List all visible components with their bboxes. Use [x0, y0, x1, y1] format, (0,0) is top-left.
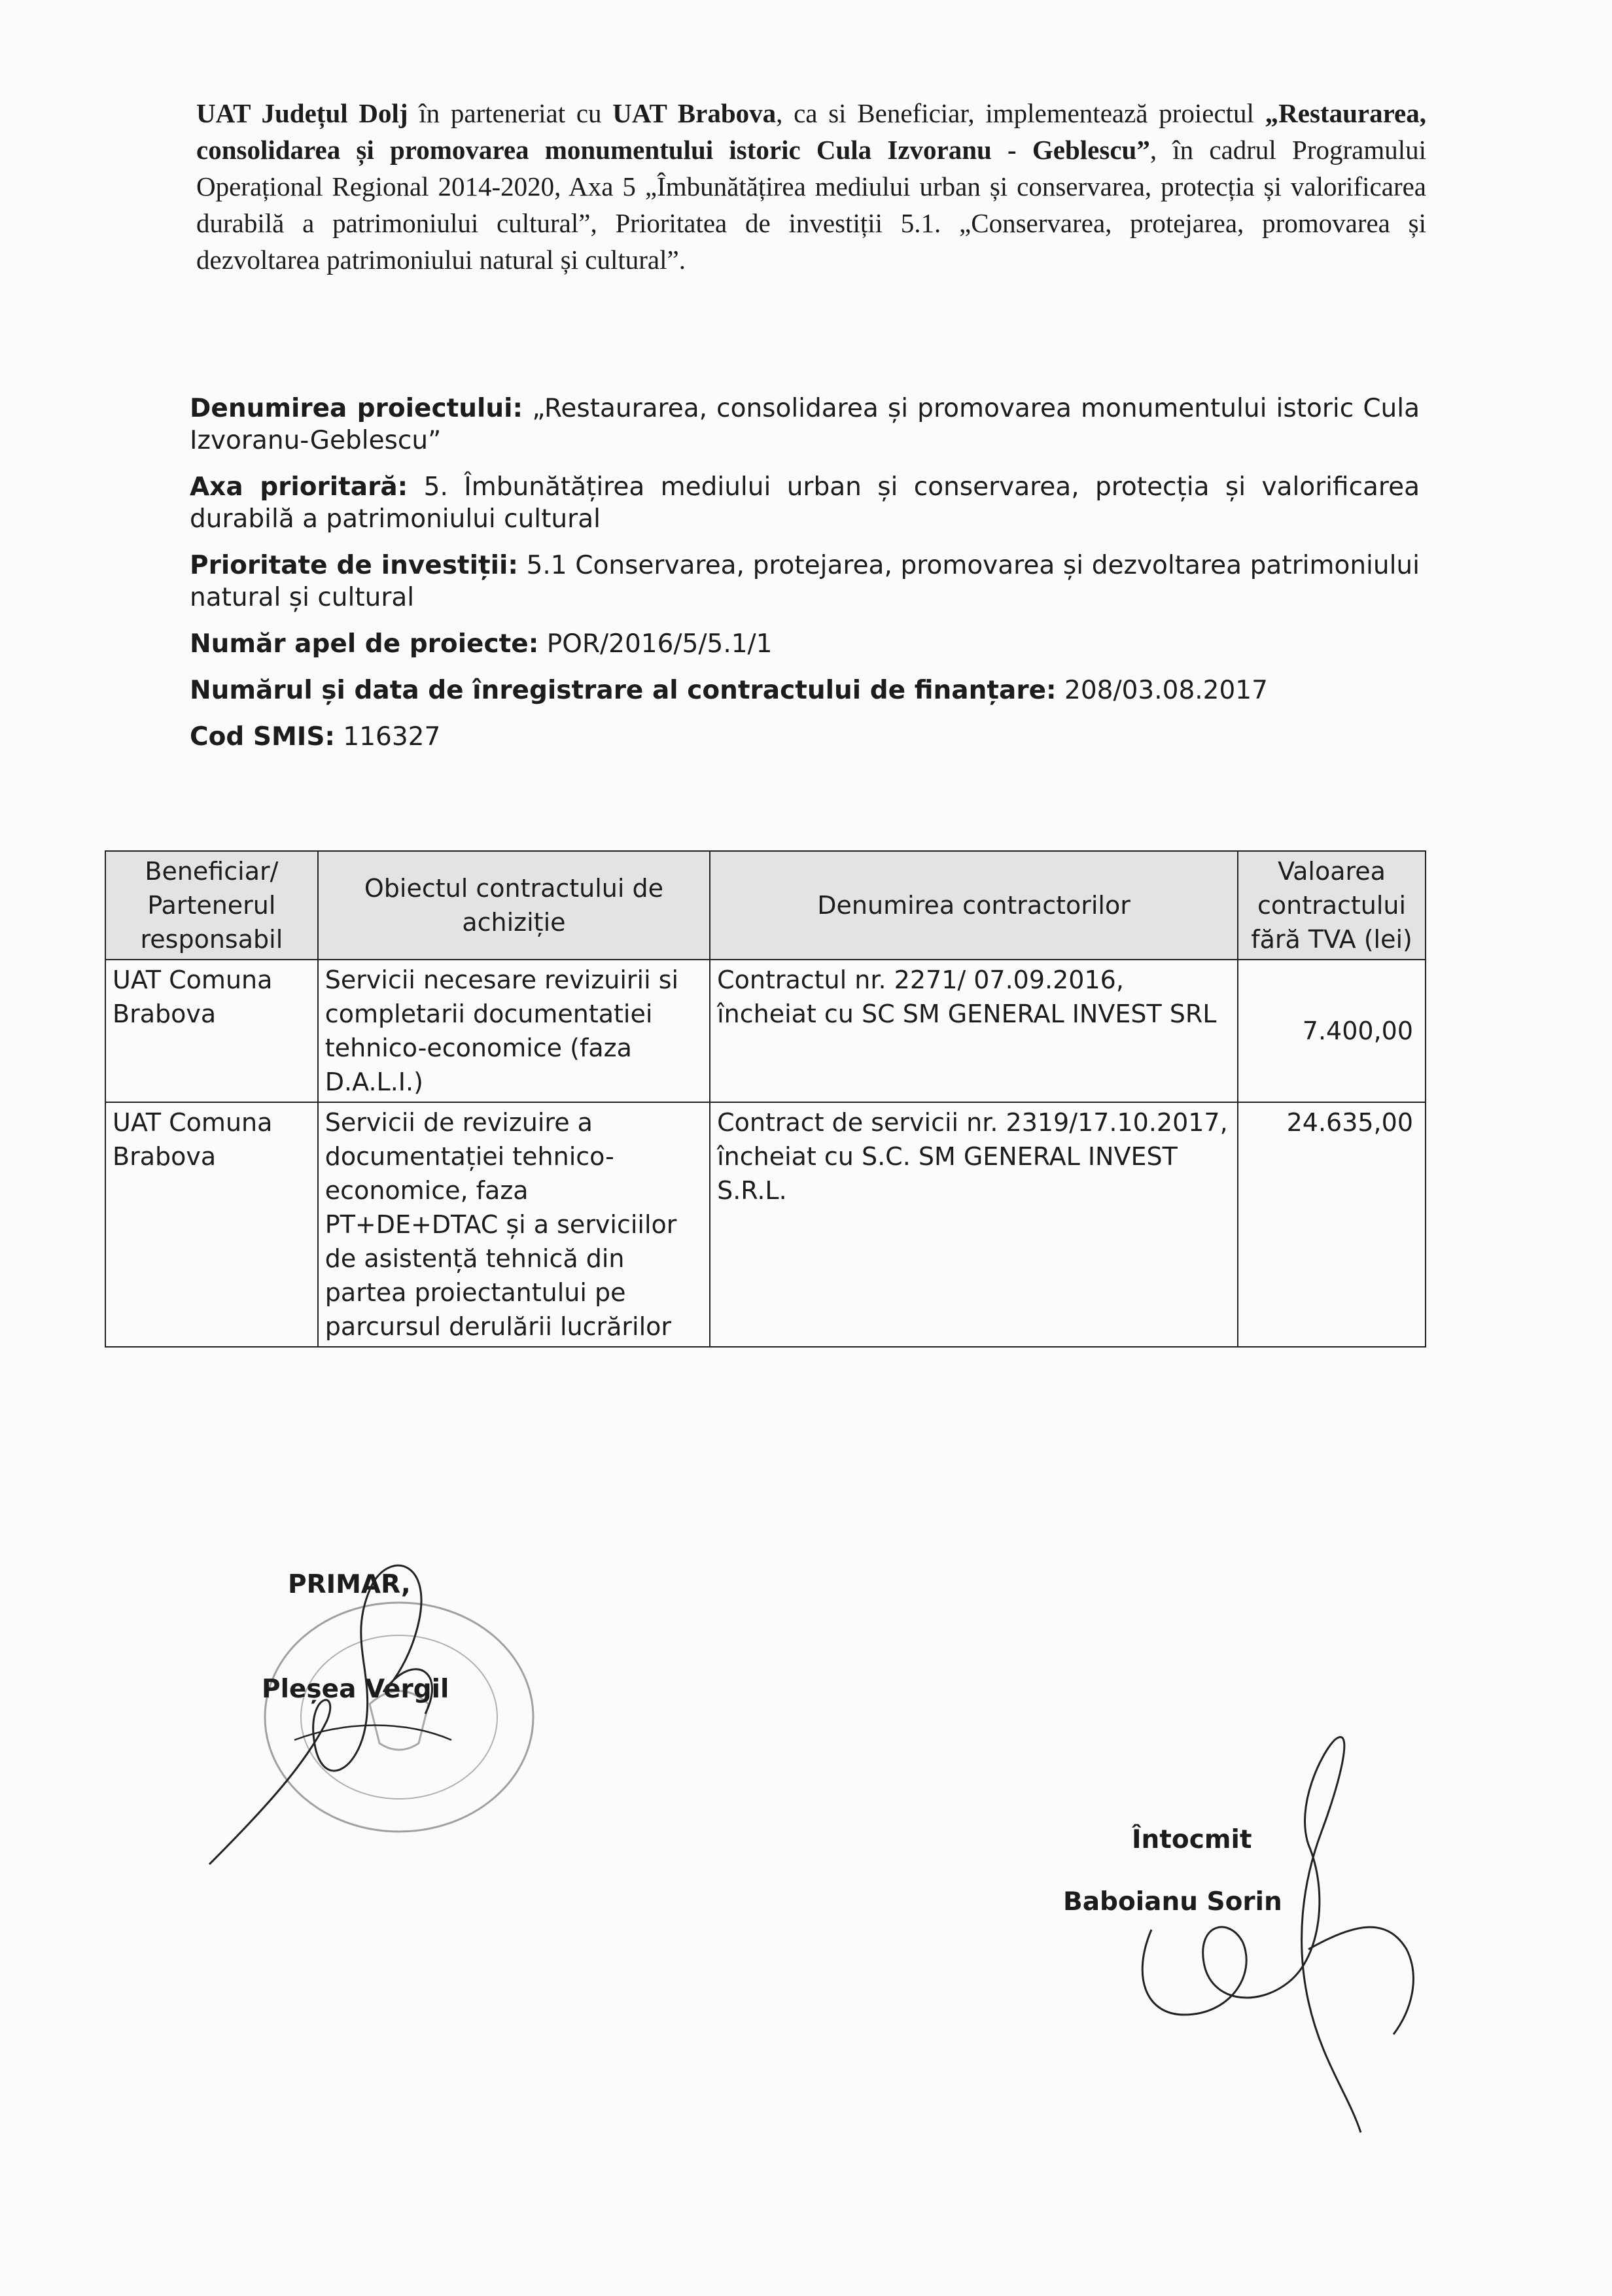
cell-value: 24.635,00 [1238, 1102, 1426, 1347]
field-project-name [190, 392, 1420, 457]
table-row [105, 1102, 1426, 1347]
field-label: Denumirea proiectului: [190, 394, 523, 423]
preparer-signature [1047, 1727, 1465, 2146]
table-row [105, 960, 1426, 1102]
header-contractor: Denumirea contractorilor [710, 851, 1238, 960]
mayor-signature [196, 1524, 563, 1890]
field-label: Număr apel de proiecte: [190, 629, 539, 659]
mayor-signature-block [196, 1524, 563, 1890]
cell-contractor: Contract de servicii nr. 2319/17.10.2017, încheiat cu S.C. SM GENERAL INVEST S.R.L. [710, 1102, 1238, 1347]
cell-object: Servicii de revizuire a documentației tehnico-economice, faza PT+DE+DTAC și a serviciilor de asistență tehnică din partea proiectantului pe parcursul derulării lucrărilor [318, 1102, 710, 1347]
intro-paragraph [196, 95, 1426, 278]
intro-text-2: , ca si Beneficiar, implementează proiectul [776, 98, 1265, 128]
intro-text-1: în parteneriat cu [408, 98, 613, 128]
table-header-row [105, 851, 1426, 960]
project-fields [190, 392, 1420, 767]
preparer-signature-block [1047, 1727, 1465, 2146]
field-contract-number [190, 674, 1420, 706]
cell-beneficiary: UAT Comuna Brabova [105, 1102, 318, 1347]
field-value: 5.1 Conservarea, protejarea, promovarea și dezvoltarea patrimoniului natural și cultural [190, 551, 1420, 612]
cell-object: Servicii necesare revizuirii si completarii documentatiei tehnico-economice (faza D.A.L.I.) [318, 960, 710, 1102]
field-value: POR/2016/5/5.1/1 [538, 629, 773, 659]
header-beneficiary: Beneficiar/ Partenerul responsabil [105, 851, 318, 960]
field-investment-priority [190, 549, 1420, 614]
intro-project-title: „Restaurarea, consolidarea și promovarea monumentului istoric Cula Izvoranu - Geblescu” [196, 98, 1426, 165]
field-value: 116327 [335, 722, 441, 752]
intro-text-3: , în cadrul Programului Operațional Regional 2014-2020, Axa 5 „Îmbunătățirea mediului urban și conservarea, protecția și valorificarea durabilă a patrimoniului cultural”, Prioritatea de investiții 5.1. „Conservarea, protejarea, promovarea și dezvoltarea patrimoniului natural și cultural”. [196, 135, 1426, 275]
cell-value: 7.400,00 [1238, 960, 1426, 1102]
preparer-title: Întocmit [1132, 1825, 1252, 1854]
intro-county: UAT Județul Dolj [196, 98, 408, 128]
field-label: Cod SMIS: [190, 722, 336, 752]
field-label: Axa prioritară: [190, 472, 408, 502]
contracts-table [105, 850, 1426, 1348]
header-object: Obiectul contractului de achiziție [318, 851, 710, 960]
cell-beneficiary: UAT Comuna Brabova [105, 960, 318, 1102]
preparer-name: Baboianu Sorin [1063, 1887, 1282, 1917]
intro-commune: UAT Brabova [612, 98, 777, 128]
field-priority-axis [190, 471, 1420, 535]
field-value: „Restaurarea, consolidarea și promovarea monumentului istoric Cula Izvoranu-Geblescu” [190, 394, 1420, 455]
field-smis-code [190, 721, 1420, 753]
mayor-title: PRIMAR, [288, 1570, 411, 1599]
field-value: 208/03.08.2017 [1056, 676, 1268, 705]
header-value: Valoarea contractului fără TVA (lei) [1238, 851, 1426, 960]
field-call-number [190, 628, 1420, 660]
field-label: Prioritate de investiții: [190, 551, 518, 580]
mayor-name: Pleșea Vergil [262, 1675, 449, 1704]
field-value: 5. Îmbunătățirea mediului urban și conservarea, protecția și valorificarea durabilă a patrimoniului cultural [190, 472, 1420, 534]
field-label: Numărul și data de înregistrare al contractului de finanțare: [190, 676, 1057, 705]
cell-contractor: Contractul nr. 2271/ 07.09.2016, încheiat cu SC SM GENERAL INVEST SRL [710, 960, 1238, 1102]
